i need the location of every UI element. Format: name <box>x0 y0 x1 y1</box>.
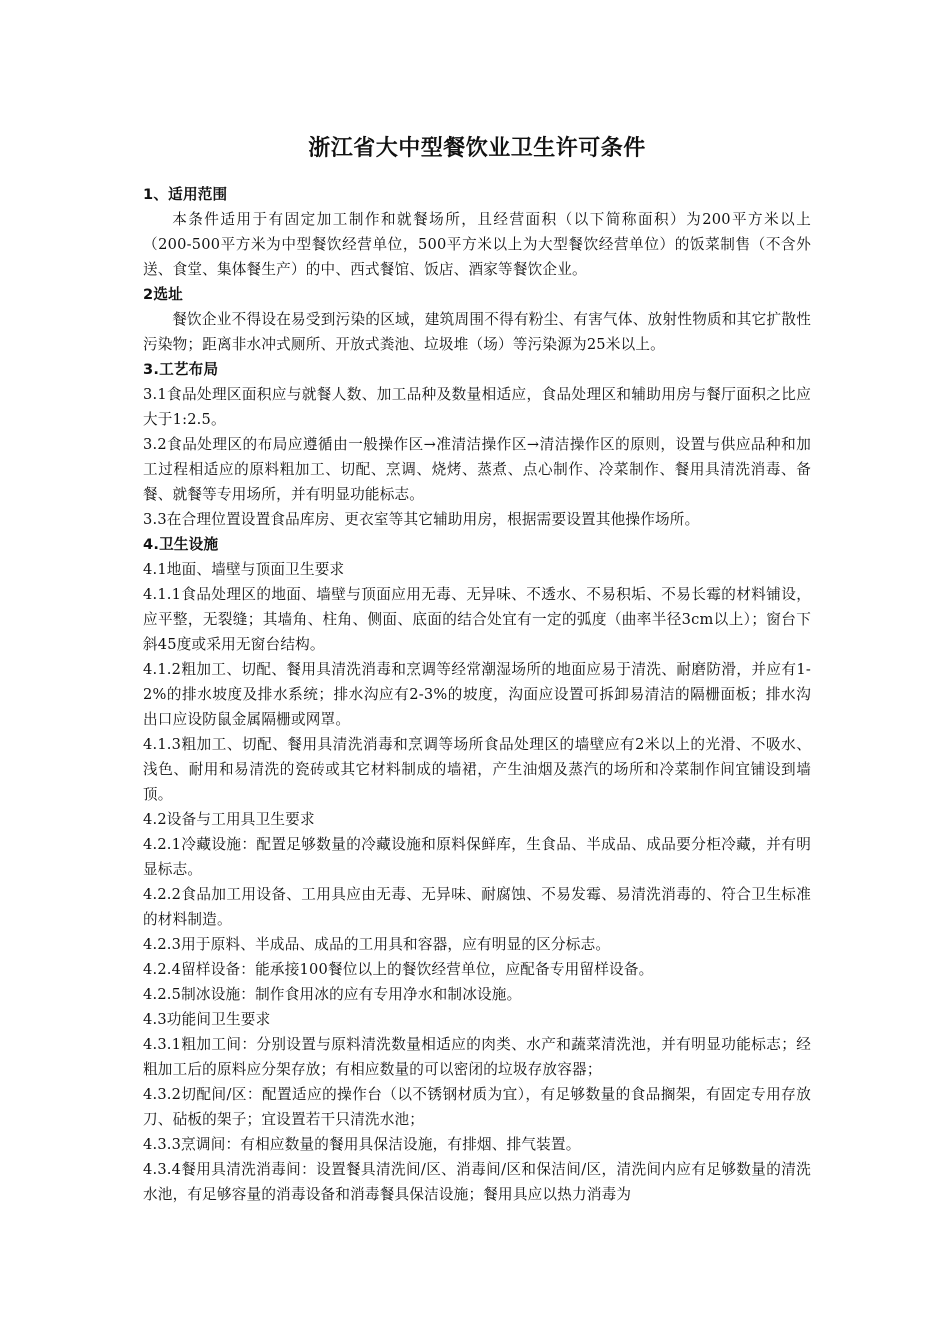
body-paragraph: 本条件适用于有固定加工制作和就餐场所，且经营面积（以下简称面积）为200平方米以上（200-500平方米为中型餐饮经营单位，500平方米以上为大型餐饮经营单位）的饭菜制售（不含外送、食堂、集体餐生产）的中、西式餐馆、饭店、酒家等餐饮企业。 <box>143 211 811 278</box>
document-sections <box>143 182 811 1207</box>
clause-paragraph: 4.3.2切配间/区：配置适应的操作台（以不锈钢材质为宜），有足够数量的食品搁架，有固定专用存放刀、砧板的架子；宜设置若干只清洗水池； <box>143 1086 811 1128</box>
clause-paragraph: 4.1.1食品处理区的地面、墙壁与顶面应用无毒、无异味、不透水、不易积垢、不易长霉的材料铺设，应平整，无裂缝；其墙角、柱角、侧面、底面的结合处宜有一定的弧度（曲率半径3cm以上）；窗台下斜45度或采用无窗台结构。 <box>143 586 811 653</box>
clause-paragraph: 3.2食品处理区的布局应遵循由一般操作区→准清洁操作区→清洁操作区的原则，设置与供应品种和加工过程相适应的原料粗加工、切配、烹调、烧烤、蒸煮、点心制作、冷菜制作、餐用具清洗消毒、备餐、就餐等专用场所，并有明显功能标志。 <box>143 436 811 503</box>
section-heading: 1、适用范围 <box>143 186 228 203</box>
document-title: 浙江省大中型餐饮业卫生许可条件 <box>308 136 646 161</box>
clause-paragraph: 4.3功能间卫生要求 <box>143 1011 271 1028</box>
clause-paragraph: 4.2.2食品加工用设备、工用具应由无毒、无异味、耐腐蚀、不易发霉、易清洗消毒的、符合卫生标准的材料制造。 <box>143 886 811 928</box>
clause-paragraph: 4.2.1冷藏设施：配置足够数量的冷藏设施和原料保鲜库，生食品、半成品、成品要分柜冷藏，并有明显标志。 <box>143 836 811 878</box>
section-heading: 4.卫生设施 <box>143 536 219 553</box>
body-paragraph: 餐饮企业不得设在易受到污染的区域，建筑周围不得有粉尘、有害气体、放射性物质和其它扩散性污染物；距离非水冲式厕所、开放式粪池、垃圾堆（场）等污染源为25米以上。 <box>143 311 811 353</box>
clause-paragraph: 4.2.5制冰设施：制作食用冰的应有专用净水和制冰设施。 <box>143 986 522 1003</box>
clause-paragraph: 3.1食品处理区面积应与就餐人数、加工品种及数量相适应，食品处理区和辅助用房与餐厅面积之比应大于1:2.5。 <box>143 386 811 428</box>
clause-paragraph: 4.1.3粗加工、切配、餐用具清洗消毒和烹调等场所食品处理区的墙壁应有2米以上的光滑、不吸水、浅色、耐用和易清洗的瓷砖或其它材料制成的墙裙，产生油烟及蒸汽的场所和冷菜制作间宜铺设到墙顶。 <box>143 736 811 803</box>
clause-paragraph: 4.3.4餐用具清洗消毒间：设置餐具清洗间/区、消毒间/区和保洁间/区，清洗间内应有足够数量的清洗水池，有足够容量的消毒设备和消毒餐具保洁设施；餐用具应以热力消毒为 <box>143 1161 811 1203</box>
clause-paragraph: 4.2.3用于原料、半成品、成品的工用具和容器，应有明显的区分标志。 <box>143 936 611 953</box>
clause-paragraph: 4.3.1粗加工间：分别设置与原料清洗数量相适应的肉类、水产和蔬菜清洗池，并有明显功能标志；经粗加工后的原料应分架存放；有相应数量的可以密闭的垃圾存放容器； <box>143 1036 811 1078</box>
clause-paragraph: 4.2.4留样设备：能承接100餐位以上的餐饮经营单位，应配备专用留样设备。 <box>143 961 654 978</box>
clause-paragraph: 4.2设备与工用具卫生要求 <box>143 811 315 828</box>
section-heading: 2选址 <box>143 286 183 303</box>
clause-paragraph: 3.3在合理位置设置食品库房、更衣室等其它辅助用房，根据需要设置其他操作场所。 <box>143 511 700 528</box>
clause-paragraph: 4.3.3烹调间：有相应数量的餐用具保洁设施，有排烟、排气装置。 <box>143 1136 581 1153</box>
clause-paragraph: 4.1地面、墙壁与顶面卫生要求 <box>143 561 345 578</box>
section-heading: 3.工艺布局 <box>143 361 219 378</box>
clause-paragraph: 4.1.2粗加工、切配、餐用具清洗消毒和烹调等经常潮湿场所的地面应易于清洗、耐磨防滑，并应有1-2%的排水坡度及排水系统；排水沟应有2-3%的坡度，沟面应设置可拆卸易清洁的隔栅面板；排水沟出口应设防鼠金属隔栅或网罩。 <box>143 661 811 728</box>
document-body <box>143 134 811 1207</box>
